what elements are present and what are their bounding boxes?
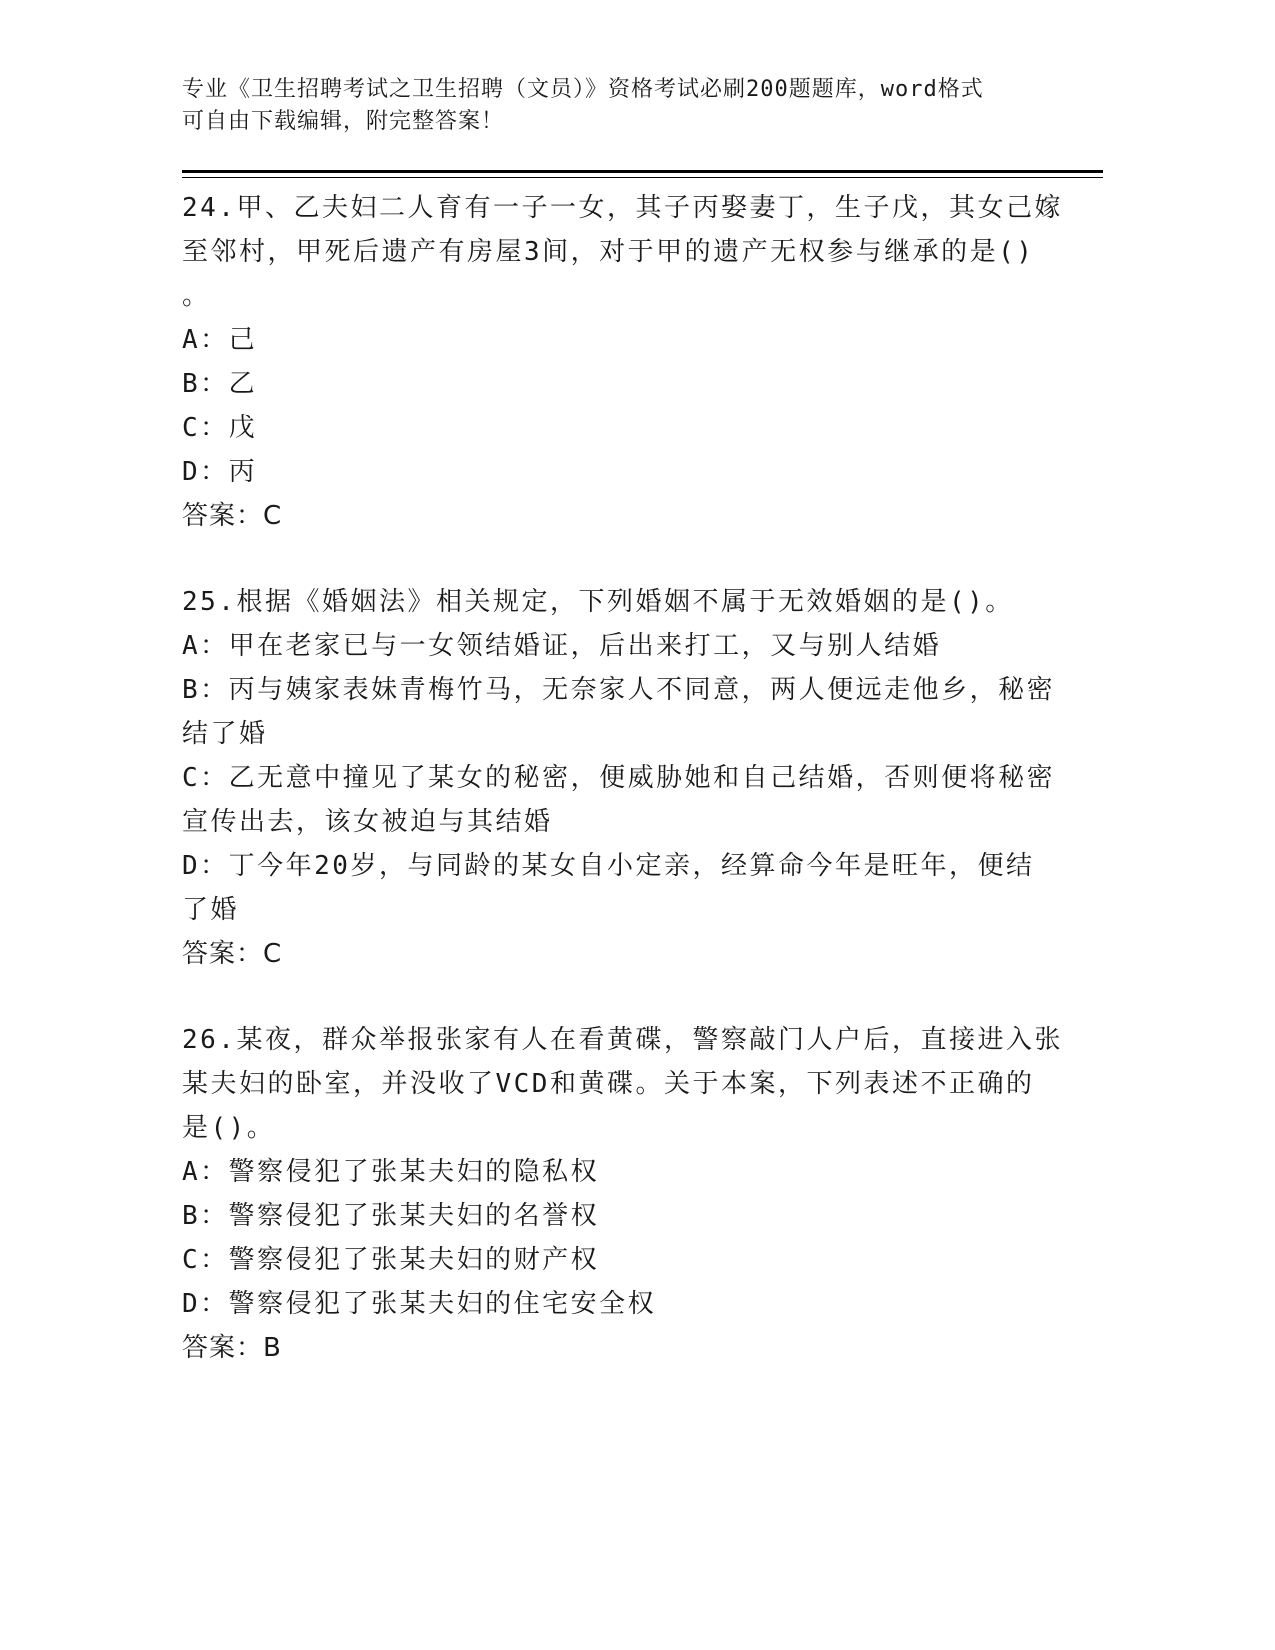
option-a: A：己 [182, 325, 258, 355]
question-spacer [182, 976, 1062, 1018]
answer-label: 答案：C [182, 939, 283, 969]
question-stem-line: 。 [182, 281, 211, 311]
header-title-line-2: 可自由下载编辑，附完整答案！ [182, 109, 505, 134]
option-c: C：乙无意中撞见了某女的秘密，便威胁她和自己结婚，否则便将秘密 [182, 763, 1056, 793]
question-stem-line: 是()。 [182, 1113, 276, 1143]
option-d: D：丙 [182, 457, 258, 487]
header-rule-thin [182, 177, 1103, 178]
option-d-continued: 了婚 [182, 895, 240, 925]
option-c-continued: 宣传出去，该女被迫与其结婚 [182, 807, 553, 837]
option-d: D：警察侵犯了张某夫妇的住宅安全权 [182, 1289, 657, 1319]
header-title-line-1: 专业《卫生招聘考试之卫生招聘（文员）》资格考试必刷200题题库，word格式 [182, 77, 984, 102]
option-b: B：丙与姨家表妹青梅竹马，无奈家人不同意，两人便远走他乡，秘密 [182, 675, 1056, 705]
answer-label: 答案：C [182, 501, 283, 531]
question-24 [182, 186, 1062, 538]
question-stem-line: 26.某夜，群众举报张家有人在看黄碟，警察敲门人户后，直接进入张 [182, 1025, 1063, 1055]
document-header [182, 74, 1082, 138]
question-stem-line: 25.根据《婚姻法》相关规定，下列婚姻不属于无效婚姻的是()。 [182, 587, 1014, 617]
question-stem-line: 某夫妇的卧室，并没收了VCD和黄碟。关于本案，下列表述不正确的 [182, 1069, 1035, 1099]
option-d: D：丁今年20岁，与同龄的某女自小定亲，经算命今年是旺年，便结 [182, 851, 1035, 881]
option-b: B：警察侵犯了张某夫妇的名誉权 [182, 1201, 600, 1231]
question-spacer [182, 538, 1062, 580]
question-26 [182, 1018, 1062, 1370]
answer-label: 答案：B [182, 1333, 282, 1363]
question-stem-line: 24.甲、乙夫妇二人育有一子一女，其子丙娶妻丁，生子戊，其女己嫁 [182, 193, 1063, 223]
question-25 [182, 580, 1062, 976]
header-rule-thick [182, 170, 1103, 173]
option-c: C：戊 [182, 413, 258, 443]
question-stem-line: 至邻村，甲死后遗产有房屋3间，对于甲的遗产无权参与继承的是() [182, 237, 1035, 267]
option-b: B：乙 [182, 369, 258, 399]
option-a: A：甲在老家已与一女领结婚证，后出来打工，又与别人结婚 [182, 631, 942, 661]
option-b-continued: 结了婚 [182, 719, 268, 749]
option-a: A：警察侵犯了张某夫妇的隐私权 [182, 1157, 600, 1187]
option-c: C：警察侵犯了张某夫妇的财产权 [182, 1245, 600, 1275]
question-list [182, 186, 1062, 1370]
